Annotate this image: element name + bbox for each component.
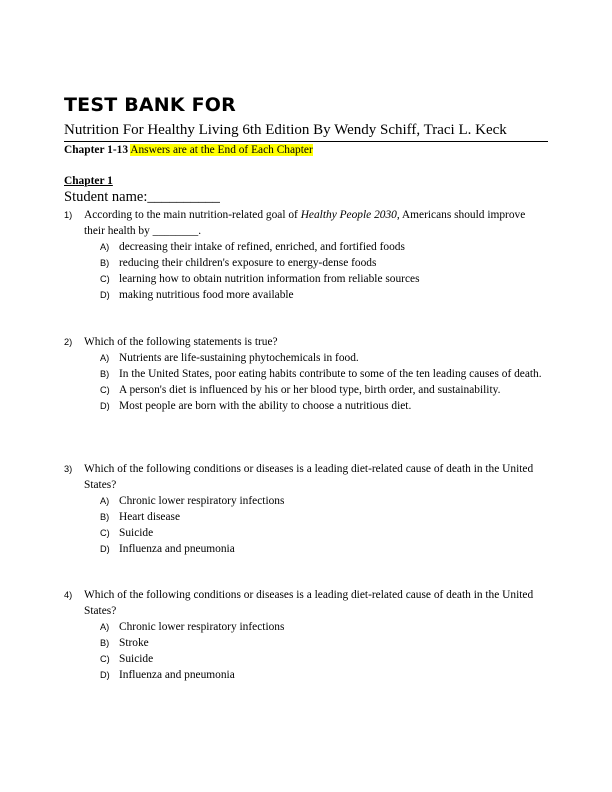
book-subtitle: Nutrition For Healthy Living 6th Edition By Wendy Schiff, Traci L. Keck [64, 122, 507, 138]
option-letter: C) [100, 654, 110, 664]
option-letter: A) [100, 496, 110, 506]
option-text: Heart disease [119, 511, 181, 523]
chapters-label: Chapter 1-13 [64, 144, 129, 156]
option-letter: D) [100, 401, 110, 411]
option-text: Chronic lower respiratory infections [119, 495, 285, 507]
answer-option [100, 667, 544, 683]
answer-option [100, 350, 544, 366]
option-letter: C) [100, 274, 110, 284]
option-text: Most people are born with the ability to choose a nutritious diet. [119, 400, 412, 412]
option-text: A person's diet is influenced by his or her blood type, birth order, and sustainability. [119, 384, 501, 396]
question-number: 2) [64, 337, 73, 347]
answer-option [100, 398, 544, 414]
option-letter: D) [100, 544, 110, 554]
option-letter: A) [100, 622, 110, 632]
question-text: Which of the following conditions or diseases is a leading diet-related cause of death in the United States? [84, 589, 534, 617]
answer-option [100, 509, 544, 525]
option-letter: B) [100, 369, 110, 379]
answer-option [100, 271, 544, 287]
option-letter: C) [100, 385, 110, 395]
option-text: learning how to obtain nutrition information from reliable sources [119, 273, 420, 285]
answer-option [100, 635, 544, 651]
option-text: Nutrients are life-sustaining phytochemicals in food. [119, 352, 359, 364]
answer-option [100, 619, 544, 635]
answer-option [100, 287, 544, 303]
answers-note: Answers are at the End of Each Chapter [130, 144, 313, 156]
question-text: Which of the following conditions or diseases is a leading diet-related cause of death in the United States? [84, 463, 534, 491]
option-letter: A) [100, 242, 110, 252]
option-text: decreasing their intake of refined, enriched, and fortified foods [119, 241, 405, 253]
option-letter: B) [100, 638, 110, 648]
title-divider [64, 141, 548, 142]
question-stem [64, 587, 544, 619]
page-title: TEST BANK FOR [64, 94, 236, 116]
option-letter: B) [100, 512, 110, 522]
question-3 [64, 461, 544, 557]
question-number: 1) [64, 210, 73, 220]
question-1 [64, 207, 544, 303]
question-text-italic: Healthy People 2030 [300, 209, 397, 221]
question-stem [64, 334, 544, 350]
option-letter: D) [100, 290, 110, 300]
chapters-line [64, 143, 313, 157]
question-stem [64, 461, 544, 493]
option-letter: A) [100, 353, 110, 363]
question-4 [64, 587, 544, 683]
option-text: In the United States, poor eating habits contribute to some of the ten leading causes of death. [119, 368, 542, 380]
option-letter: D) [100, 670, 110, 680]
student-name-field: Student name:__________ [64, 189, 220, 205]
answer-option [100, 493, 544, 509]
option-text: Stroke [119, 637, 149, 649]
question-number: 3) [64, 464, 73, 474]
answer-option [100, 382, 544, 398]
answer-option [100, 255, 544, 271]
option-text: Suicide [119, 527, 154, 539]
question-text-part: According to the main nutrition-related goal of [84, 209, 301, 221]
answer-option [100, 651, 544, 667]
answer-option [100, 366, 544, 382]
question-text [84, 207, 544, 239]
option-text: Influenza and pneumonia [119, 669, 235, 681]
question-number: 4) [64, 590, 73, 600]
answer-option [100, 239, 544, 255]
question-text-part: , Americans should improve their health by ________. [84, 209, 526, 237]
option-text: reducing their children's exposure to energy-dense foods [119, 257, 377, 269]
answer-option [100, 525, 544, 541]
option-letter: C) [100, 528, 110, 538]
option-letter: B) [100, 258, 110, 268]
chapter-heading: Chapter 1 [64, 175, 113, 187]
question-stem [64, 207, 544, 239]
option-text: Chronic lower respiratory infections [119, 621, 285, 633]
option-text: Suicide [119, 653, 154, 665]
option-text: making nutritious food more available [119, 289, 294, 301]
option-text: Influenza and pneumonia [119, 543, 235, 555]
answer-option [100, 541, 544, 557]
question-2 [64, 334, 544, 414]
question-text: Which of the following statements is true? [84, 336, 278, 348]
